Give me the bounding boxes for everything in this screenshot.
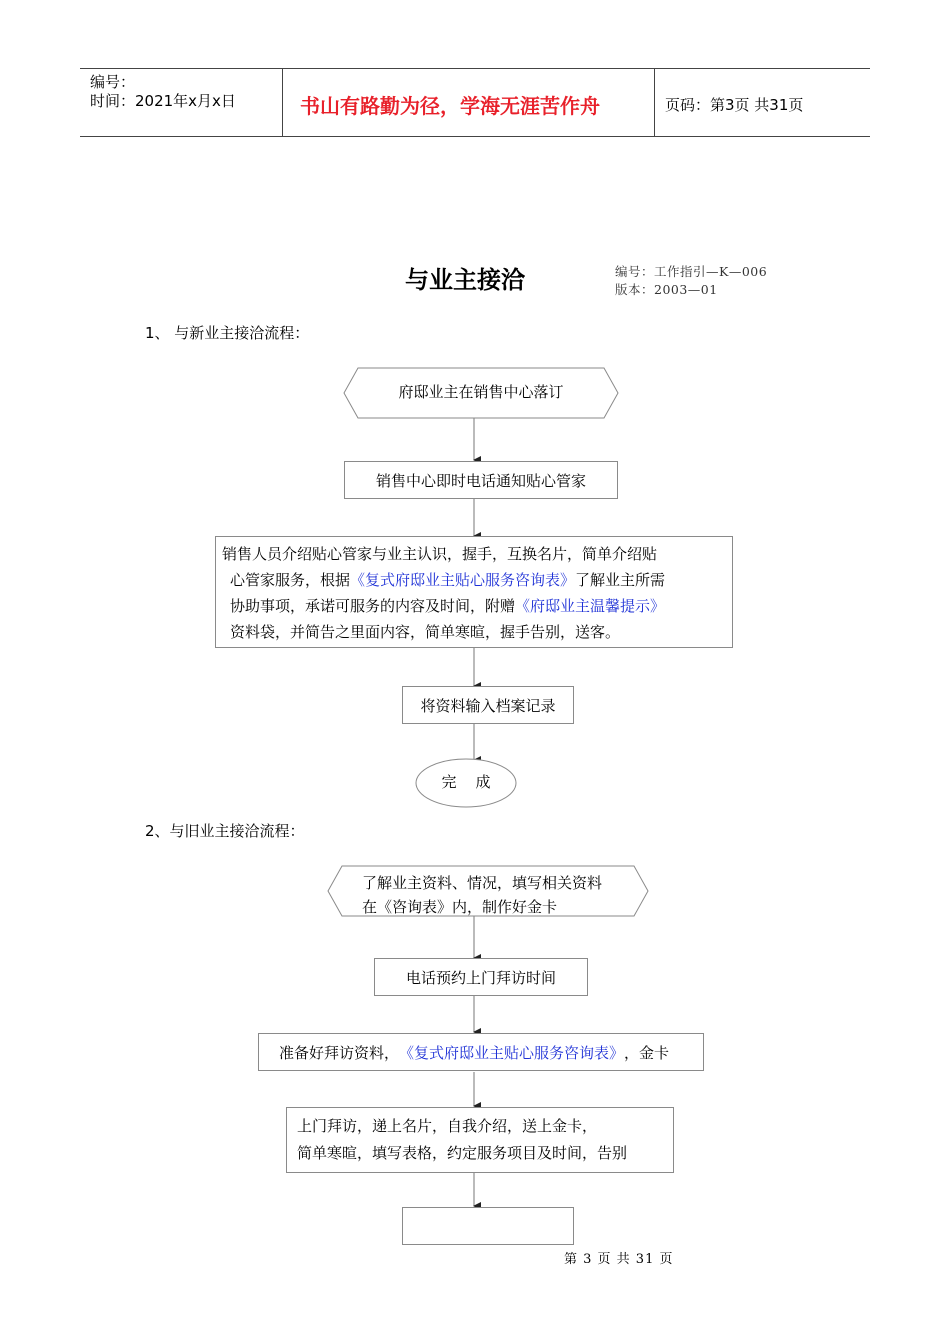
section1-heading: 1、 与新业主接洽流程：: [145, 324, 310, 342]
header-motto: 书山有路勤为径，学海无涯苦作舟: [300, 94, 600, 118]
flow2-step1: [362, 871, 602, 919]
flow1-step1: 府邸业主在销售中心落订: [398, 383, 564, 401]
header-page-info: 页码：第3页 共31页: [665, 96, 804, 114]
flow1-step2: 销售中心即时电话通知贴心管家: [375, 471, 586, 490]
flow1-step3-line2: 心管家服务，根据《复式府邸业主贴心服务咨询表》了解业主所需: [230, 571, 666, 589]
flow2-step4-line2: 简单寒暄，填写表格，约定服务项目及时间，告别: [297, 1144, 628, 1162]
flow1-step2-box: [344, 461, 618, 499]
tips-doc-link: 《府邸业主温馨提示》: [515, 597, 666, 615]
consult-form-link: 《复式府邸业主贴心服务咨询表》: [350, 571, 576, 589]
flow2-step4-line1: 上门拜访，递上名片，自我介绍，送上金卡，: [297, 1117, 598, 1135]
flow1-step3-line4: 资料袋，并简告之里面内容，简单寒暄，握手告别，送客。: [230, 623, 621, 641]
flow1-end-label: 完 成: [441, 773, 491, 791]
flow2-step1-line1: 了解业主资料、情况，填写相关资料: [362, 874, 603, 892]
flow2-step5-box: [402, 1207, 574, 1245]
header-date-label: 时间：2021年x月x日: [90, 92, 236, 110]
flow2-step3-box: 准备好拜访资料， 《复式府邸业主贴心服务咨询表》 ，金卡: [258, 1033, 704, 1071]
page-title: 与业主接洽: [405, 266, 525, 294]
section2-heading: 2、与旧业主接洽流程：: [145, 822, 305, 840]
flow2-step2-box: [374, 958, 588, 996]
doc-number: 编号：工作指引—K—006: [615, 264, 768, 279]
flow1-step4-box: [402, 686, 574, 724]
consult-form-link-2: 《复式府邸业主贴心服务咨询表》: [399, 1043, 625, 1062]
footer-page-number: 第 3 页 共 31 页: [564, 1252, 674, 1267]
flow1-step3-line3: 协助事项，承诺可服务的内容及时间，附赠《府邸业主温馨提示》: [230, 597, 666, 615]
flow1-step4: 将资料输入档案记录: [420, 696, 556, 715]
flow1-step3-box: [215, 536, 733, 648]
header-number-label: 编号：: [90, 73, 136, 91]
flow2-step2: 电话预约上门拜访时间: [405, 968, 556, 987]
flow2-step4-box: [286, 1107, 674, 1173]
flow2-step1-line2: 在《咨询表》内，制作好金卡: [362, 898, 558, 916]
doc-version: 版本：2003—01: [615, 282, 718, 297]
flow1-step3-line1: 销售人员介绍贴心管家与业主认识，握手，互换名片，简单介绍贴: [222, 545, 658, 563]
